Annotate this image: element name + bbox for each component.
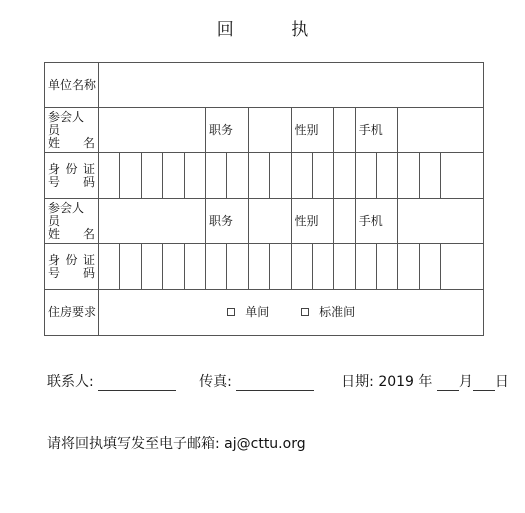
id-digit-cell[interactable] bbox=[99, 244, 120, 290]
month-field[interactable] bbox=[437, 376, 459, 391]
id-digit-cell[interactable] bbox=[120, 153, 141, 199]
phone-field[interactable] bbox=[398, 108, 484, 153]
id-digit-cell[interactable] bbox=[248, 153, 269, 199]
id-digit-cell[interactable] bbox=[291, 244, 312, 290]
attendee-name-label: 参会人员 姓 名 bbox=[45, 199, 99, 244]
attendee-name-label: 参会人员 姓 名 bbox=[45, 108, 99, 153]
id-digit-cell[interactable] bbox=[227, 244, 248, 290]
id-digit-cell[interactable] bbox=[312, 153, 333, 199]
month-label: 月 bbox=[458, 374, 473, 390]
id-digit-cell[interactable] bbox=[184, 153, 205, 199]
position-label: 职务 bbox=[205, 108, 248, 153]
id-digit-cell[interactable] bbox=[377, 153, 398, 199]
checkbox-icon[interactable] bbox=[301, 308, 309, 316]
position-field[interactable] bbox=[248, 199, 291, 244]
checkbox-icon[interactable] bbox=[227, 308, 235, 316]
id-digit-cell[interactable] bbox=[355, 153, 376, 199]
day-label: 日 bbox=[494, 374, 509, 390]
id-digit-cell[interactable] bbox=[377, 244, 398, 290]
id-number-label: 身 份 证 号 码 bbox=[45, 244, 99, 290]
id-digit-cell[interactable] bbox=[270, 244, 291, 290]
gender-field[interactable] bbox=[334, 199, 355, 244]
id-digit-cell[interactable] bbox=[99, 153, 120, 199]
id-digit-cell[interactable] bbox=[355, 244, 376, 290]
id-digit-cell[interactable] bbox=[334, 244, 355, 290]
id-digit-cell[interactable] bbox=[120, 244, 141, 290]
id-digit-cell[interactable] bbox=[141, 153, 162, 199]
fax-field[interactable] bbox=[236, 376, 314, 391]
id-digit-cell[interactable] bbox=[205, 153, 226, 199]
date-label: 日期: 2019 年 bbox=[341, 374, 433, 390]
phone-field[interactable] bbox=[398, 199, 484, 244]
receipt-form-table bbox=[44, 62, 484, 336]
housing-options bbox=[99, 290, 484, 336]
id-digit-cell[interactable] bbox=[312, 244, 333, 290]
position-field[interactable] bbox=[248, 108, 291, 153]
id-digit-cell[interactable] bbox=[163, 153, 184, 199]
id-number-label: 身 份 证 号 码 bbox=[45, 153, 99, 199]
id-digit-cell[interactable] bbox=[227, 153, 248, 199]
fax-label: 传真: bbox=[199, 374, 232, 390]
phone-label: 手机 bbox=[355, 199, 398, 244]
id-digit-cell[interactable] bbox=[248, 244, 269, 290]
id-digit-cell[interactable] bbox=[184, 244, 205, 290]
id-digit-cell[interactable] bbox=[205, 244, 226, 290]
phone-label: 手机 bbox=[355, 108, 398, 153]
attendee-name-field[interactable] bbox=[99, 199, 206, 244]
unit-name-label: 单位名称 bbox=[45, 63, 99, 108]
contact-field[interactable] bbox=[98, 376, 176, 391]
id-digit-cell[interactable] bbox=[270, 153, 291, 199]
gender-label: 性别 bbox=[291, 199, 334, 244]
id-digit-cell[interactable] bbox=[163, 244, 184, 290]
id-digit-cell[interactable] bbox=[419, 244, 440, 290]
id-digit-cell[interactable] bbox=[441, 244, 484, 290]
position-label: 职务 bbox=[205, 199, 248, 244]
housing-label: 住房要求 bbox=[45, 290, 99, 336]
page-title: 回 执 bbox=[216, 20, 335, 40]
contact-line bbox=[47, 371, 509, 391]
id-digit-cell[interactable] bbox=[334, 153, 355, 199]
id-digit-cell[interactable] bbox=[398, 244, 419, 290]
id-number-row bbox=[45, 153, 484, 199]
id-digit-cell[interactable] bbox=[419, 153, 440, 199]
id-digit-cell[interactable] bbox=[441, 153, 484, 199]
gender-field[interactable] bbox=[334, 108, 355, 153]
standard-room-option[interactable]: 标准间 bbox=[301, 305, 355, 319]
single-room-option[interactable]: 单间 bbox=[227, 305, 269, 319]
gender-label: 性别 bbox=[291, 108, 334, 153]
unit-name-field[interactable] bbox=[99, 63, 484, 108]
email-instruction: 请将回执填写发至电子邮箱: aj@cttu.org bbox=[47, 436, 306, 452]
id-number-row bbox=[45, 244, 484, 290]
day-field[interactable] bbox=[473, 376, 495, 391]
id-digit-cell[interactable] bbox=[398, 153, 419, 199]
attendee-name-field[interactable] bbox=[99, 108, 206, 153]
id-digit-cell[interactable] bbox=[141, 244, 162, 290]
contact-label: 联系人: bbox=[47, 374, 94, 390]
id-digit-cell[interactable] bbox=[291, 153, 312, 199]
